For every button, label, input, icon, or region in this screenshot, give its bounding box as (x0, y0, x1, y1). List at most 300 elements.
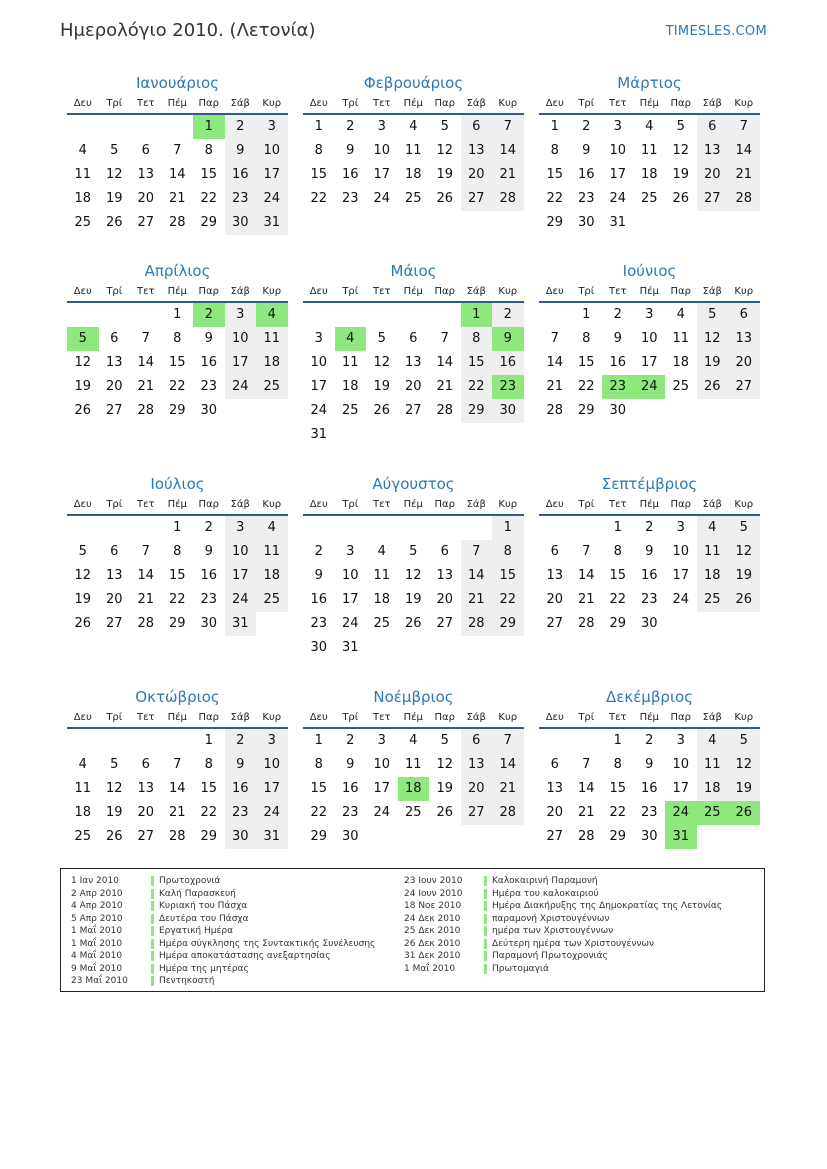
day-cell: 18 (697, 564, 729, 588)
week-row (67, 303, 288, 327)
weekday-label: Παρ (670, 499, 691, 510)
legend-row (71, 900, 375, 913)
day-cell: 29 (577, 403, 595, 418)
day-cell: 22 (200, 805, 218, 820)
empty-cell (99, 303, 131, 327)
weekday-header (303, 708, 524, 729)
month-block (67, 72, 288, 235)
day-cell: 2 (492, 303, 524, 327)
day-cell: 19 (74, 379, 92, 394)
weekday-header (539, 708, 760, 729)
day-cell: 29 (609, 616, 627, 631)
empty-cell (461, 423, 493, 447)
day-cell: 28 (577, 829, 595, 844)
day-cell: 17 (609, 167, 627, 182)
week-row (67, 115, 288, 139)
day-cell: 7 (141, 544, 150, 559)
day-cell: 26 (697, 375, 729, 399)
weekday-label: Τετ (608, 712, 627, 723)
weekday-label: Τρί (342, 712, 359, 723)
day-cell: 12 (436, 143, 454, 158)
weekday-label: Σάβ (230, 286, 250, 297)
day-cell: 13 (105, 355, 123, 370)
day-cell: 3 (676, 520, 685, 535)
day-cell: 20 (461, 163, 493, 187)
weekday-label: Πέμ (639, 499, 659, 510)
day-cell: 28 (436, 403, 454, 418)
week-row (303, 636, 524, 660)
holiday-day-cell: 1 (461, 303, 493, 327)
day-cell: 26 (373, 403, 391, 418)
legend-holiday-name: ημέρα των Χριστουγέννων (492, 926, 614, 937)
weekday-header (67, 708, 288, 729)
day-cell: 28 (728, 187, 760, 211)
legend-row (71, 913, 375, 926)
day-cell: 1 (173, 520, 182, 535)
day-cell: 27 (137, 215, 155, 230)
day-cell: 10 (609, 143, 627, 158)
day-cell: 23 (310, 616, 328, 631)
day-cell: 13 (436, 568, 454, 583)
day-cell: 10 (373, 143, 391, 158)
day-cell: 2 (346, 733, 355, 748)
day-cell: 17 (341, 592, 359, 607)
day-cell: 21 (436, 379, 454, 394)
weekday-label: Παρ (434, 499, 455, 510)
empty-cell (366, 423, 398, 447)
weekday-label: Πέμ (167, 98, 187, 109)
legend-holiday-name: Κυριακή του Πάσχα (159, 901, 248, 912)
day-cell: 24 (225, 588, 257, 612)
day-cell: 10 (640, 331, 658, 346)
day-cell: 27 (137, 829, 155, 844)
day-cell: 30 (225, 211, 257, 235)
week-row (303, 516, 524, 540)
day-cell: 14 (546, 355, 564, 370)
weekday-header (539, 282, 760, 303)
day-cell: 15 (168, 568, 186, 583)
day-cell: 22 (310, 805, 328, 820)
day-cell: 19 (105, 191, 123, 206)
day-cell: 14 (492, 139, 524, 163)
day-cell: 20 (546, 805, 564, 820)
legend-date: 9 Μαΐ 2010 (71, 963, 123, 974)
legend-date: 2 Απρ 2010 (71, 888, 123, 899)
day-cell: 6 (550, 757, 559, 772)
day-cell: 15 (310, 781, 328, 796)
day-cell: 1 (314, 733, 323, 748)
weekday-label: Κυρ (262, 712, 282, 723)
holiday-day-cell: 2 (193, 303, 225, 327)
weekday-label: Παρ (670, 712, 691, 723)
day-cell: 13 (546, 568, 564, 583)
day-cell: 22 (546, 191, 564, 206)
day-cell: 18 (256, 351, 288, 375)
day-cell: 20 (697, 163, 729, 187)
page-title: Ημερολόγιο 2010. (Λετονία) (60, 20, 316, 41)
week-row (303, 375, 524, 399)
day-cell: 19 (404, 592, 422, 607)
day-cell: 16 (640, 781, 658, 796)
empty-cell (697, 399, 729, 423)
day-cell: 3 (256, 115, 288, 139)
day-cell: 21 (546, 379, 564, 394)
day-cell: 3 (645, 307, 654, 322)
day-cell: 3 (676, 733, 685, 748)
weekday-label: Παρ (198, 98, 219, 109)
empty-cell (67, 729, 99, 753)
day-cell: 29 (200, 829, 218, 844)
weekday-label: Τρί (578, 499, 595, 510)
empty-cell (256, 612, 288, 636)
day-cell: 27 (105, 616, 123, 631)
week-row (303, 564, 524, 588)
day-cell: 21 (577, 805, 595, 820)
day-cell: 30 (609, 403, 627, 418)
empty-cell (67, 115, 99, 139)
day-cell: 31 (256, 211, 288, 235)
day-cell: 7 (582, 544, 591, 559)
empty-cell (366, 636, 398, 660)
day-cell: 27 (105, 403, 123, 418)
day-cell: 3 (613, 119, 622, 134)
day-cell: 23 (640, 805, 658, 820)
day-cell: 16 (341, 167, 359, 182)
weekday-label: Κυρ (734, 712, 754, 723)
day-cell: 9 (225, 139, 257, 163)
day-cell: 2 (204, 520, 213, 535)
week-row (539, 564, 760, 588)
weekday-label: Τρί (578, 286, 595, 297)
day-cell: 8 (314, 757, 323, 772)
day-cell: 4 (676, 307, 685, 322)
legend-row (404, 963, 722, 976)
weekday-label: Δευ (309, 712, 328, 723)
week-row (539, 825, 760, 849)
week-row (67, 777, 288, 801)
day-cell: 25 (373, 616, 391, 631)
day-cell: 16 (225, 163, 257, 187)
weekday-label: Δευ (73, 712, 92, 723)
day-cell: 1 (173, 307, 182, 322)
empty-cell (728, 612, 760, 636)
day-cell: 21 (137, 592, 155, 607)
empty-cell (539, 516, 571, 540)
week-row (303, 187, 524, 211)
day-cell: 12 (404, 568, 422, 583)
day-cell: 25 (256, 588, 288, 612)
week-row (67, 564, 288, 588)
empty-cell (492, 825, 524, 849)
week-row (303, 399, 524, 423)
day-cell: 27 (461, 801, 493, 825)
day-cell: 7 (492, 115, 524, 139)
week-row (303, 588, 524, 612)
day-cell: 24 (341, 616, 359, 631)
day-cell: 4 (697, 729, 729, 753)
day-cell: 20 (404, 379, 422, 394)
day-cell: 5 (110, 757, 119, 772)
day-cell: 16 (225, 777, 257, 801)
day-cell: 20 (461, 777, 493, 801)
day-cell: 19 (74, 592, 92, 607)
week-row (303, 540, 524, 564)
week-row (539, 115, 760, 139)
empty-cell (225, 399, 257, 423)
day-cell: 8 (461, 327, 493, 351)
weekday-label: Δευ (545, 499, 564, 510)
legend-holiday-name: Ημέρα σύγκλησης της Συντακτικής Συνέλευσης (159, 938, 376, 949)
day-cell: 26 (672, 191, 690, 206)
day-cell: 14 (461, 564, 493, 588)
holiday-marker (484, 939, 487, 949)
day-cell: 9 (613, 331, 622, 346)
week-row (539, 303, 760, 327)
weekday-label: Τρί (106, 499, 123, 510)
day-cell: 6 (550, 544, 559, 559)
week-row (539, 327, 760, 351)
week-row (67, 588, 288, 612)
day-cell: 11 (74, 167, 92, 182)
day-cell: 14 (577, 568, 595, 583)
week-row (539, 375, 760, 399)
weekday-label: Παρ (198, 499, 219, 510)
legend-date: 4 Απρ 2010 (71, 901, 123, 912)
day-cell: 23 (341, 191, 359, 206)
month-block (539, 72, 760, 235)
day-cell: 12 (436, 757, 454, 772)
weekday-label: Δευ (309, 286, 328, 297)
day-cell: 17 (373, 167, 391, 182)
day-cell: 15 (492, 564, 524, 588)
weekday-label: Κυρ (262, 286, 282, 297)
month-block (303, 72, 524, 211)
day-cell: 3 (225, 303, 257, 327)
month-name: Σεπτέμβριος (601, 475, 698, 493)
day-cell: 5 (440, 733, 449, 748)
day-cell: 14 (168, 167, 186, 182)
holiday-marker (151, 901, 154, 911)
legend-holiday-name: Πεντηκοστή (159, 976, 215, 987)
day-cell: 24 (225, 375, 257, 399)
empty-cell (335, 423, 367, 447)
empty-cell (366, 516, 398, 540)
empty-cell (571, 729, 603, 753)
month-block (539, 260, 760, 423)
month-name: Ιανουάριος (135, 74, 219, 92)
empty-cell (398, 303, 430, 327)
week-row (67, 540, 288, 564)
empty-cell (162, 729, 194, 753)
day-cell: 23 (200, 592, 218, 607)
legend-row (404, 900, 722, 913)
weekday-label: Τετ (136, 499, 155, 510)
day-cell: 22 (609, 592, 627, 607)
day-cell: 5 (728, 729, 760, 753)
day-cell: 4 (78, 143, 87, 158)
day-cell: 14 (728, 139, 760, 163)
holiday-marker (151, 926, 154, 936)
week-row (67, 612, 288, 636)
day-cell: 25 (341, 403, 359, 418)
weekday-label: Πέμ (167, 499, 187, 510)
day-cell: 17 (672, 568, 690, 583)
day-cell: 29 (200, 215, 218, 230)
day-cell: 21 (492, 163, 524, 187)
legend-row (404, 950, 722, 963)
month-name: Νοέμβριος (373, 688, 454, 706)
day-cell: 24 (256, 801, 288, 825)
day-cell: 13 (137, 781, 155, 796)
day-cell: 5 (697, 303, 729, 327)
day-cell: 4 (697, 516, 729, 540)
day-cell: 1 (550, 119, 559, 134)
day-cell: 12 (105, 167, 123, 182)
week-row (303, 351, 524, 375)
day-cell: 10 (310, 355, 328, 370)
day-cell: 28 (137, 616, 155, 631)
weekday-label: Τρί (106, 98, 123, 109)
brand-link[interactable]: TIMESLES.COM (665, 24, 767, 39)
day-cell: 2 (346, 119, 355, 134)
holiday-marker (151, 951, 154, 961)
day-cell: 28 (492, 187, 524, 211)
day-cell: 25 (256, 375, 288, 399)
day-cell: 15 (200, 167, 218, 182)
day-cell: 6 (728, 303, 760, 327)
day-cell: 1 (314, 119, 323, 134)
day-cell: 17 (672, 781, 690, 796)
day-cell: 7 (173, 757, 182, 772)
day-cell: 27 (546, 829, 564, 844)
day-cell: 12 (373, 355, 391, 370)
day-cell: 26 (105, 215, 123, 230)
weekday-header (303, 94, 524, 115)
week-row (303, 139, 524, 163)
holiday-marker (151, 914, 154, 924)
day-cell: 3 (377, 119, 386, 134)
day-cell: 21 (577, 592, 595, 607)
day-cell: 21 (137, 379, 155, 394)
week-row (67, 351, 288, 375)
day-cell: 4 (409, 733, 418, 748)
empty-cell (303, 516, 335, 540)
day-cell: 30 (640, 616, 658, 631)
day-cell: 11 (640, 143, 658, 158)
weekday-label: Τετ (372, 98, 391, 109)
day-cell: 25 (640, 191, 658, 206)
empty-cell (461, 825, 493, 849)
holiday-day-cell: 23 (602, 375, 634, 399)
legend-holiday-name: Ημέρα Διακήρυξης της Δημοκρατίας της Λετονίας (492, 901, 723, 912)
empty-cell (99, 115, 131, 139)
day-cell: 29 (310, 829, 328, 844)
legend-date: 25 Δεκ 2010 (404, 926, 461, 937)
empty-cell (335, 303, 367, 327)
weekday-label: Σάβ (466, 286, 486, 297)
day-cell: 1 (492, 516, 524, 540)
holiday-day-cell: 31 (665, 825, 697, 849)
legend-row (404, 913, 722, 926)
day-cell: 2 (613, 307, 622, 322)
legend-date: 1 Μαΐ 2010 (71, 926, 123, 937)
holiday-day-cell: 23 (492, 375, 524, 399)
empty-cell (665, 399, 697, 423)
weekday-label: Δευ (73, 499, 92, 510)
empty-cell (665, 211, 697, 235)
day-cell: 10 (256, 139, 288, 163)
month-block (303, 686, 524, 849)
day-cell: 25 (404, 805, 422, 820)
weekday-label: Πέμ (167, 712, 187, 723)
day-cell: 11 (404, 143, 422, 158)
weekday-label: Πέμ (403, 712, 423, 723)
day-cell: 4 (78, 757, 87, 772)
weekday-label: Δευ (545, 98, 564, 109)
weekday-label: Τετ (136, 98, 155, 109)
day-cell: 25 (74, 215, 92, 230)
day-cell: 20 (137, 191, 155, 206)
weekday-label: Τρί (342, 286, 359, 297)
legend-holiday-name: Δευτέρα του Πάσχα (159, 913, 249, 924)
day-cell: 2 (314, 544, 323, 559)
legend-row (404, 925, 722, 938)
empty-cell (665, 612, 697, 636)
day-cell: 8 (613, 544, 622, 559)
legend-column-right (404, 875, 722, 975)
legend-date: 26 Δεκ 2010 (404, 938, 461, 949)
day-cell: 7 (550, 331, 559, 346)
holiday-day-cell: 5 (67, 327, 99, 351)
empty-cell (697, 211, 729, 235)
day-cell: 26 (74, 616, 92, 631)
legend-date: 23 Ιουν 2010 (404, 876, 463, 887)
empty-cell (366, 825, 398, 849)
weekday-label: Τετ (608, 98, 627, 109)
day-cell: 7 (461, 540, 493, 564)
day-cell: 31 (341, 640, 359, 655)
day-cell: 28 (168, 215, 186, 230)
weekday-label: Παρ (434, 712, 455, 723)
holiday-marker (484, 901, 487, 911)
day-cell: 16 (200, 355, 218, 370)
day-cell: 19 (728, 564, 760, 588)
weekday-label: Πέμ (639, 98, 659, 109)
weekday-label: Παρ (434, 286, 455, 297)
day-cell: 9 (346, 757, 355, 772)
month-block (67, 473, 288, 636)
weekday-label: Τρί (342, 98, 359, 109)
month-name: Απρίλιος (144, 262, 211, 280)
weekday-label: Τετ (372, 499, 391, 510)
weekday-label: Κυρ (498, 499, 518, 510)
day-cell: 4 (377, 544, 386, 559)
day-cell: 27 (546, 616, 564, 631)
day-cell: 30 (200, 403, 218, 418)
day-cell: 22 (310, 191, 328, 206)
month-block (303, 473, 524, 660)
day-cell: 13 (105, 568, 123, 583)
empty-cell (429, 636, 461, 660)
legend-date: 23 Μαΐ 2010 (71, 976, 128, 987)
legend-holiday-name: Ημέρα της μητέρας (159, 963, 249, 974)
week-row (539, 777, 760, 801)
day-cell: 5 (409, 544, 418, 559)
month-name: Φεβρουάριος (363, 74, 464, 92)
weekday-label: Τρί (578, 98, 595, 109)
legend-holiday-name: Εργατική Ημέρα (159, 926, 233, 937)
empty-cell (571, 516, 603, 540)
